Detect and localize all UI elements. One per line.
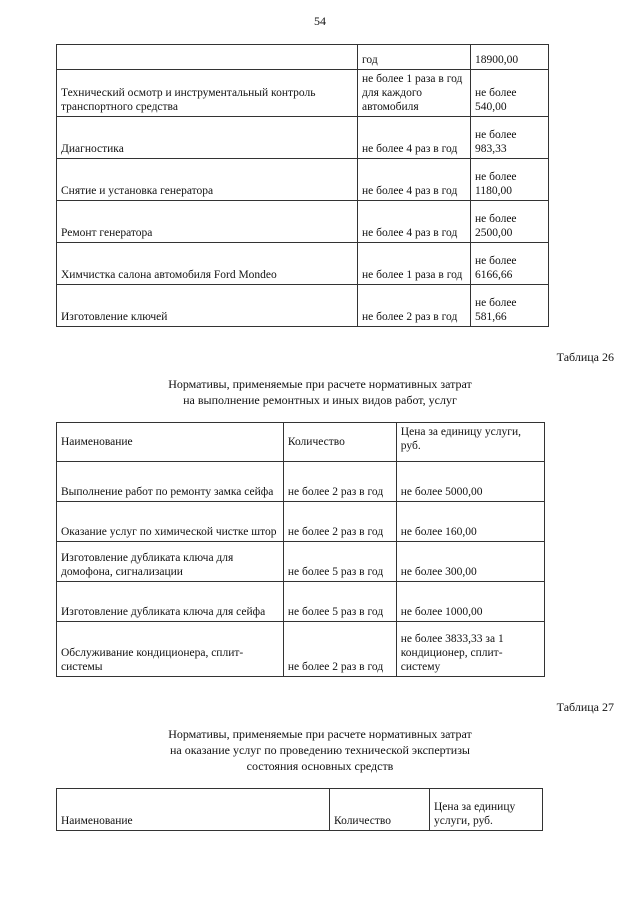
quantity-cell: не более 2 раз в год bbox=[283, 622, 396, 677]
quantity-cell: не более 1 раза в год для каждого автомобиля bbox=[358, 70, 471, 117]
table-27-label: Таблица 27 bbox=[556, 700, 614, 714]
name-cell: Обслуживание кондиционера, сплит-системы bbox=[57, 622, 284, 677]
quantity-cell: год bbox=[358, 45, 471, 70]
table-row bbox=[57, 70, 549, 117]
name-cell: Ремонт генератора bbox=[57, 201, 358, 243]
price-cell: не более 5000,00 bbox=[396, 462, 544, 502]
caption-line: на выполнение ремонтных и иных видов работ, услуг bbox=[183, 393, 457, 407]
header-price: Цена за единицу услуги, руб. bbox=[396, 423, 544, 462]
price-cell: не более 540,00 bbox=[471, 70, 549, 117]
quantity-cell: не более 4 раз в год bbox=[358, 159, 471, 201]
quantity-cell: не более 2 раз в год bbox=[358, 285, 471, 327]
header-price: Цена за единицу услуги, руб. bbox=[430, 789, 543, 831]
table-row bbox=[57, 582, 545, 622]
price-cell: не более 3833,33 за 1 кондиционер, сплит-систему bbox=[396, 622, 544, 677]
price-cell: не более 2500,00 bbox=[471, 201, 549, 243]
name-cell: Выполнение работ по ремонту замка сейфа bbox=[57, 462, 284, 502]
table-row bbox=[57, 243, 549, 285]
table-26-label: Таблица 26 bbox=[556, 350, 614, 364]
page-number: 54 bbox=[314, 14, 326, 28]
price-cell: 18900,00 bbox=[471, 45, 549, 70]
table-row bbox=[57, 502, 545, 542]
price-cell: не более 581,66 bbox=[471, 285, 549, 327]
price-cell: не более 1180,00 bbox=[471, 159, 549, 201]
table-continued bbox=[56, 44, 549, 327]
name-cell bbox=[57, 45, 358, 70]
price-cell: не более 160,00 bbox=[396, 502, 544, 542]
quantity-cell: не более 1 раза в год bbox=[358, 243, 471, 285]
name-cell: Диагностика bbox=[57, 117, 358, 159]
name-cell: Изготовление дубликата ключа для домофона, сигнализации bbox=[57, 542, 284, 582]
header-name: Наименование bbox=[57, 423, 284, 462]
name-cell: Снятие и установка генератора bbox=[57, 159, 358, 201]
quantity-cell: не более 5 раз в год bbox=[283, 542, 396, 582]
price-cell: не более 983,33 bbox=[471, 117, 549, 159]
table-header-row bbox=[57, 789, 543, 831]
price-cell: не более 300,00 bbox=[396, 542, 544, 582]
name-cell: Оказание услуг по химической чистке штор bbox=[57, 502, 284, 542]
table-row bbox=[57, 462, 545, 502]
name-cell: Изготовление дубликата ключа для сейфа bbox=[57, 582, 284, 622]
table-row bbox=[57, 285, 549, 327]
table-row bbox=[57, 622, 545, 677]
name-cell: Химчистка салона автомобиля Ford Mondeo bbox=[57, 243, 358, 285]
quantity-cell: не более 5 раз в год bbox=[283, 582, 396, 622]
table-row bbox=[57, 45, 549, 70]
header-quantity: Количество bbox=[330, 789, 430, 831]
quantity-cell: не более 2 раз в год bbox=[283, 462, 396, 502]
table-27-caption bbox=[0, 726, 640, 774]
header-quantity: Количество bbox=[283, 423, 396, 462]
name-cell: Технический осмотр и инструментальный контроль транспортного средства bbox=[57, 70, 358, 117]
header-name: Наименование bbox=[57, 789, 330, 831]
price-cell: не более 6166,66 bbox=[471, 243, 549, 285]
table-row bbox=[57, 542, 545, 582]
table-row bbox=[57, 159, 549, 201]
table-26 bbox=[56, 422, 545, 677]
name-cell: Изготовление ключей bbox=[57, 285, 358, 327]
price-cell: не более 1000,00 bbox=[396, 582, 544, 622]
caption-line: на оказание услуг по проведению технической экспертизы bbox=[170, 743, 470, 757]
caption-line: Нормативы, применяемые при расчете нормативных затрат bbox=[168, 377, 472, 391]
table-row bbox=[57, 117, 549, 159]
caption-line: состояния основных средств bbox=[246, 759, 394, 773]
table-26-caption bbox=[0, 376, 640, 408]
table-row bbox=[57, 201, 549, 243]
quantity-cell: не более 2 раз в год bbox=[283, 502, 396, 542]
quantity-cell: не более 4 раз в год bbox=[358, 117, 471, 159]
table-27 bbox=[56, 788, 543, 831]
quantity-cell: не более 4 раз в год bbox=[358, 201, 471, 243]
caption-line: Нормативы, применяемые при расчете нормативных затрат bbox=[168, 727, 472, 741]
table-header-row bbox=[57, 423, 545, 462]
